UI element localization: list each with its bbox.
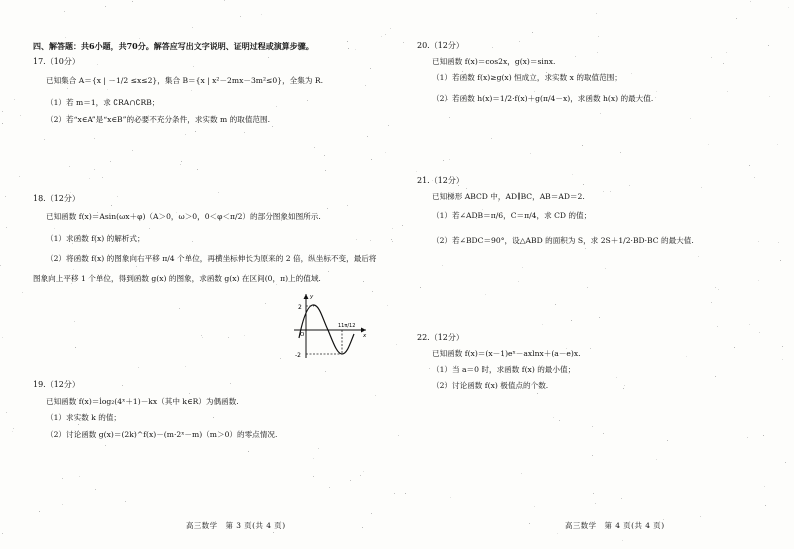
scan-speck [202, 337, 203, 338]
scan-speck [370, 68, 371, 69]
scan-speck [193, 66, 194, 67]
scan-speck [314, 147, 315, 148]
scan-speck [449, 117, 450, 118]
scan-speck [65, 37, 66, 38]
y-max-label: 2 [298, 304, 302, 311]
scan-speck [79, 476, 80, 477]
scan-speck [595, 503, 596, 504]
scan-speck [583, 184, 584, 185]
scan-speck [623, 388, 624, 389]
scan-speck [458, 185, 459, 186]
scan-speck [102, 177, 103, 178]
q19-stem: 已知函数 f(x)＝log₂(4ˣ＋1)－kx（其中 k∈R）为偶函数. [46, 397, 239, 406]
scan-speck [600, 113, 601, 114]
scan-speck [778, 242, 779, 243]
scan-speck [197, 169, 198, 170]
section-header: 四、解答题：共6小题，共70分。解答应写出文字说明、证明过程或演算步骤。 [33, 41, 314, 51]
scan-speck [592, 455, 593, 456]
scan-speck [192, 27, 193, 28]
scan-speck [715, 287, 716, 288]
scan-speck [44, 139, 45, 140]
scan-speck [95, 489, 96, 490]
scan-speck [363, 471, 364, 472]
q22-stem: 已知函数 f(x)＝(x－1)eˣ－axlnx＋(a－e)x. [432, 349, 581, 358]
x-axis-label: x [363, 333, 367, 339]
scan-speck [179, 308, 180, 309]
q18-part1: （1）求函数 f(x) 的解析式； [46, 234, 145, 243]
scan-speck [582, 145, 583, 146]
scan-speck [717, 326, 718, 327]
scan-speck [347, 41, 348, 42]
scan-speck [12, 431, 13, 432]
scan-speck [758, 241, 759, 242]
scan-speck [711, 302, 712, 303]
scan-speck [97, 64, 98, 65]
scan-speck [522, 267, 523, 268]
scan-speck [656, 91, 657, 92]
scan-speck [244, 335, 245, 336]
scan-speck [370, 240, 371, 241]
scan-speck [620, 152, 621, 153]
scan-speck [466, 188, 467, 189]
scan-speck [734, 347, 735, 348]
q17-stem: 已知集合 A＝{x | －1/2 ≤x≤2}，集合 B＝{x | x²－2mx－3m²≤0}，全集为 R. [46, 76, 323, 85]
scan-speck [13, 428, 14, 429]
scan-speck [391, 239, 392, 240]
scan-speck [73, 269, 74, 270]
scan-speck [371, 159, 372, 160]
scan-speck [2, 123, 3, 124]
scan-speck [325, 170, 326, 171]
tick-label: 11π/12 [338, 323, 356, 329]
scan-speck [758, 280, 759, 281]
scan-speck [94, 138, 95, 139]
scan-speck [372, 291, 373, 292]
scan-speck [559, 420, 560, 421]
scan-speck [328, 271, 329, 272]
scan-speck [788, 7, 789, 8]
scan-speck [485, 294, 486, 295]
scan-speck [347, 205, 348, 206]
q18-number: 18.（12分） [33, 194, 80, 203]
scan-speck [782, 359, 783, 360]
scan-speck [780, 260, 781, 261]
scan-speck [191, 90, 192, 91]
scan-speck [54, 228, 55, 229]
scan-speck [2, 337, 3, 338]
q21-stem: 已知梯形 ABCD 中，AD∥BC，AB＝AD＝2. [432, 192, 585, 201]
scan-speck [280, 358, 281, 359]
scan-speck [727, 91, 728, 92]
sine-curve [299, 305, 354, 354]
scan-speck [769, 96, 770, 97]
scan-speck [355, 49, 356, 50]
scan-speck [519, 41, 520, 42]
scan-speck [402, 225, 403, 226]
scan-speck [392, 228, 393, 229]
scan-speck [736, 18, 737, 19]
scan-speck [394, 493, 395, 494]
scan-speck [420, 287, 421, 288]
scan-speck [667, 440, 668, 441]
scan-speck [139, 38, 140, 39]
scan-speck [782, 346, 783, 347]
q17-part2: （2）若“x∈A”是“x∈B”的必要不充分条件，求实数 m 的取值范围. [46, 115, 271, 124]
scan-speck [276, 106, 277, 107]
scan-speck [313, 458, 314, 459]
scan-speck [749, 324, 750, 325]
scan-speck [598, 36, 599, 37]
scan-speck [462, 71, 463, 72]
scan-speck [396, 344, 397, 345]
scan-speck [726, 52, 727, 53]
scan-speck [218, 192, 219, 193]
q21-number: 21.（12分） [417, 176, 464, 185]
scan-speck [575, 56, 576, 57]
scan-speck [72, 243, 73, 244]
scan-speck [542, 324, 543, 325]
scan-speck [385, 152, 386, 153]
scan-speck [192, 241, 193, 242]
scan-speck [62, 478, 63, 479]
scan-speck [107, 89, 108, 90]
scan-speck [39, 511, 40, 512]
scan-speck [363, 281, 364, 282]
scan-speck [149, 228, 150, 229]
origin-label: O [300, 332, 305, 338]
scan-speck [261, 14, 262, 15]
scan-speck [244, 132, 245, 133]
scan-speck [195, 131, 196, 132]
y-axis-label: y [310, 294, 314, 300]
scan-speck [392, 241, 393, 242]
scan-speck [763, 435, 764, 436]
scan-speck [631, 73, 632, 74]
scan-speck [201, 335, 202, 336]
q19-part2: （2）讨论函数 g(x)＝(2k)^f(x)－(m·2ˣ－m)（m＞0）的零点情况. [46, 430, 278, 439]
scan-speck [62, 504, 63, 505]
scan-speck [324, 155, 325, 156]
scan-speck [700, 516, 701, 517]
scan-speck [553, 417, 554, 418]
scan-speck [518, 281, 519, 282]
scan-speck [750, 1, 751, 2]
scan-speck [777, 144, 778, 145]
scan-speck [6, 412, 7, 413]
scan-speck [555, 304, 556, 305]
scan-speck [117, 196, 118, 197]
y-axis-arrow [304, 294, 309, 299]
scan-speck [622, 540, 623, 541]
scan-speck [450, 497, 451, 498]
scan-speck [265, 303, 266, 304]
x-axis-arrow [361, 328, 366, 333]
scan-speck [2, 533, 3, 534]
scan-speck [5, 196, 6, 197]
scan-speck [616, 377, 617, 378]
scan-speck [185, 366, 186, 367]
left-footer: 高三数学 第 3 页(共 4 页) [186, 521, 286, 530]
q21-part2: （2）若∠BDC＝90°，设△ABD 的面积为 S，求 2S＋1/2·BD·BC 的最大值. [432, 236, 694, 245]
scan-speck [78, 424, 79, 425]
scan-speck [491, 138, 492, 139]
scan-speck [749, 165, 750, 166]
scan-speck [521, 473, 522, 474]
q20-stem: 已知函数 f(x)＝cos2x，g(x)＝sinx. [432, 57, 556, 66]
scan-speck [350, 480, 351, 481]
scan-speck [532, 32, 533, 33]
q20-part2: （2）若函数 h(x)＝1/2·f(x)＋g(π/4－x)，求函数 h(x) 的最大值. [432, 94, 654, 103]
scan-speck [656, 459, 657, 460]
scan-speck [701, 187, 702, 188]
scan-speck [764, 486, 765, 487]
scan-speck [69, 166, 70, 167]
scan-speck [715, 376, 716, 377]
scan-speck [0, 265, 1, 266]
q20-number: 20.（12分） [417, 41, 464, 50]
scan-speck [327, 208, 328, 209]
scan-speck [449, 159, 450, 160]
q22-number: 22.（12分） [417, 333, 464, 342]
scan-speck [313, 476, 314, 477]
scan-speck [138, 367, 139, 368]
scan-speck [610, 191, 611, 192]
scan-speck [403, 42, 404, 43]
scan-speck [70, 192, 71, 193]
scan-speck [655, 97, 656, 98]
scan-speck [388, 125, 389, 126]
scan-speck [367, 136, 368, 137]
scan-speck [768, 45, 769, 46]
scan-speck [596, 13, 597, 14]
scan-speck [136, 266, 137, 267]
scan-speck [530, 153, 531, 154]
q18-part2-line2: 图象向上平移 1 个单位，得到函数 g(x) 的图象，求函数 g(x) 在区间(0，π)上的值域. [33, 274, 321, 283]
scan-speck [110, 161, 111, 162]
scan-speck [213, 417, 214, 418]
scan-speck [228, 337, 229, 338]
scan-speck [690, 118, 691, 119]
scan-speck [371, 513, 372, 514]
scan-speck [572, 174, 573, 175]
scan-speck [375, 395, 376, 396]
scan-speck [442, 265, 443, 266]
scan-speck [132, 150, 133, 151]
scan-speck [273, 532, 274, 533]
scan-speck [416, 171, 417, 172]
scan-speck [6, 227, 7, 228]
scan-speck [181, 161, 182, 162]
scan-speck [180, 164, 181, 165]
scan-speck [718, 289, 719, 290]
scan-speck [698, 256, 699, 257]
scan-speck [765, 505, 766, 506]
scan-speck [629, 185, 630, 186]
scan-speck [385, 34, 386, 35]
scan-speck [268, 57, 269, 58]
right-footer: 高三数学 第 4 页(共 4 页) [565, 521, 665, 530]
q21-part1: （1）若∠ADB＝π/6，C＝π/4，求 CD 的值； [432, 211, 592, 220]
scan-speck [94, 169, 95, 170]
scan-speck [348, 48, 349, 49]
scan-speck [708, 144, 709, 145]
scan-speck [318, 448, 319, 449]
scan-speck [230, 383, 231, 384]
scan-speck [624, 385, 625, 386]
scan-speck [356, 239, 357, 240]
scan-speck [329, 487, 330, 488]
scan-speck [307, 100, 308, 101]
scan-speck [663, 519, 664, 520]
q18-part2-line1: （2）将函数 f(x) 的图象向右平移 π/4 个单位，再横坐标伸长为原来的 2 倍，纵坐标不变，最后将 [46, 254, 377, 263]
q18-stem: 已知函数 f(x)＝Asin(ωx＋φ)（A＞0，ω＞0，0＜φ＜π/2）的部分图象如图所示. [46, 212, 321, 221]
scan-speck [498, 201, 499, 202]
scan-speck [597, 52, 598, 53]
y-min-label: -2 [295, 352, 301, 359]
scan-speck [19, 176, 20, 177]
q19-part1: （1）求实数 k 的值； [46, 413, 122, 422]
scan-speck [585, 248, 586, 249]
scan-speck [723, 63, 724, 64]
scan-speck [398, 435, 399, 436]
scan-speck [240, 16, 241, 17]
scan-speck [534, 506, 535, 507]
scan-speck [571, 320, 572, 321]
scan-speck [711, 57, 712, 58]
scan-speck [64, 11, 65, 12]
scan-speck [429, 368, 430, 369]
q22-part2: （2）讨论函数 f(x) 极值点的个数. [432, 381, 549, 390]
scan-speck [276, 284, 277, 285]
scan-speck [482, 209, 483, 210]
scan-speck [105, 445, 106, 446]
scan-speck [593, 493, 594, 494]
q20-part1: （1）若函数 f(x)≥g(x) 恒成立，求实数 x 的取值范围； [432, 73, 622, 82]
q17-part1: （1）若 m＝1，求 ∁RA∩∁RB； [46, 98, 160, 107]
scan-speck [492, 47, 493, 48]
scan-speck [785, 462, 786, 463]
q22-part1: （1）当 a＝0 时，求函数 f(x) 的最小值； [432, 365, 576, 374]
scan-speck [360, 475, 361, 476]
scan-speck [592, 426, 593, 427]
scan-speck [603, 433, 604, 434]
scan-speck [105, 6, 106, 7]
scan-speck [537, 393, 538, 394]
scan-speck [686, 356, 687, 357]
scan-speck [2, 111, 3, 112]
scan-speck [754, 177, 755, 178]
scan-speck [362, 527, 363, 528]
scan-speck [89, 178, 90, 179]
scan-speck [534, 91, 535, 92]
scan-speck [557, 533, 558, 534]
scan-speck [20, 115, 21, 116]
scan-speck [67, 88, 68, 89]
scan-speck [71, 283, 72, 284]
scan-speck [381, 36, 382, 37]
scan-speck [603, 191, 604, 192]
scan-speck [590, 348, 591, 349]
scan-speck [75, 347, 76, 348]
scan-speck [747, 437, 748, 438]
scan-speck [325, 371, 326, 372]
q18-sine-graph [290, 290, 370, 362]
scan-speck [365, 85, 366, 86]
scan-speck [272, 126, 273, 127]
scan-speck [759, 332, 760, 333]
q19-number: 19.（12分） [33, 380, 80, 389]
scan-speck [125, 501, 126, 502]
scan-speck [390, 28, 391, 29]
scan-speck [599, 317, 600, 318]
scan-speck [587, 287, 588, 288]
scan-speck [74, 321, 75, 322]
scan-speck [621, 498, 622, 499]
scan-speck [14, 99, 15, 100]
scan-speck [132, 1, 133, 2]
scan-speck [529, 523, 530, 524]
scan-speck [185, 134, 186, 135]
scan-speck [122, 385, 123, 386]
scan-speck [189, 393, 190, 394]
scan-speck [443, 160, 444, 161]
scan-speck [605, 268, 606, 269]
scan-speck [224, 0, 225, 1]
scan-speck [111, 205, 112, 206]
scan-speck [405, 493, 406, 494]
q17-number: 17.（10分） [33, 57, 80, 66]
scan-speck [248, 451, 249, 452]
scan-speck [387, 305, 388, 306]
scan-speck [22, 292, 23, 293]
